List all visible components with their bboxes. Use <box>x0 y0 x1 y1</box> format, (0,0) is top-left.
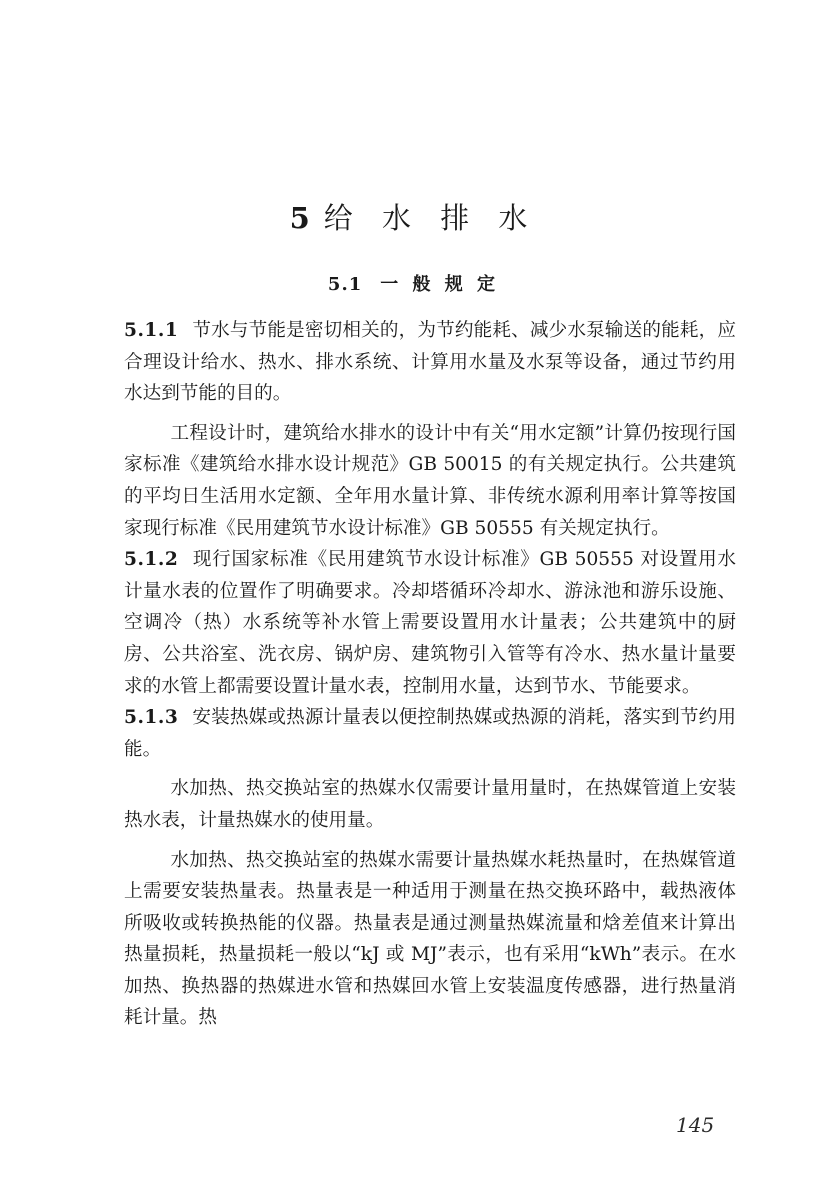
clause-5-1-3 <box>124 702 736 765</box>
page-number: 145 <box>676 1113 715 1137</box>
clause-text: 安装热媒或热源计量表以便控制热媒或热源的消耗，落实到节约用能。 <box>124 707 736 760</box>
section-title <box>0 270 827 296</box>
clause-5-1-3-paragraph: 水加热、热交换站室的热媒水仅需要计量用量时，在热媒管道上安装热水表，计量热媒水的使用量。 <box>124 778 736 831</box>
clause-number: 5.1.3 <box>124 707 179 729</box>
section-number: 5.1 <box>327 274 363 295</box>
section-title-text: 一 般 规 定 <box>380 274 500 295</box>
clause-5-1-2 <box>124 544 736 702</box>
clause-number: 5.1.1 <box>124 320 179 341</box>
clause-text: 节水与节能是密切相关的，为节约能耗、减少水泵输送的能耗，应合理设计给水、热水、排水系统、计算用水量及水泵等设备，通过节约用水达到节能的目的。 <box>124 320 736 405</box>
clause-number: 5.1.2 <box>124 549 179 571</box>
chapter-title-text: 给 水 排 水 <box>323 201 538 235</box>
body-text <box>124 315 736 1034</box>
clause-5-1-3-paragraph: 水加热、热交换站室的热媒水需要计量热媒水耗热量时，在热媒管道上需要安装热量表。热量表是一种适用于测量在热交换环路中，载热液体所吸收或转换热能的仪器。热量表是通过测量热媒流量和焓差值来计算出热量损耗，热量损耗一般以“kJ 或 MJ”表示，也有采用“kWh”表示。在水加热、换热器的热媒进水管和热媒回水管上安装温度传感器，进行热量消耗计量。热 <box>124 849 736 1029</box>
clause-5-1-1 <box>124 315 736 410</box>
chapter-number: 5 <box>289 201 310 235</box>
clause-text: 现行国家标准《民用建筑节水设计标准》GB 50555 对设置用水计量水表的位置作了明确要求。冷却塔循环冷却水、游泳池和游乐设施、空调冷（热）水系统等补水管上需要设置用水计量表；公共建筑中的厨房、公共浴室、洗衣房、锅炉房、建筑物引入管等有冷水、热水量计量要求的水管上都需要设置计量水表，控制用水量，达到节水、节能要求。 <box>124 549 736 697</box>
chapter-title <box>0 196 827 237</box>
clause-5-1-1-paragraph: 工程设计时，建筑给水排水的设计中有关“用水定额”计算仍按现行国家标准《建筑给水排水设计规范》GB 50015 的有关规定执行。公共建筑的平均日生活用水定额、全年用水量计算、非传统水源利用率计算等按国家现行标准《民用建筑节水设计标准》GB 50555 有关规定执行。 <box>124 422 736 539</box>
